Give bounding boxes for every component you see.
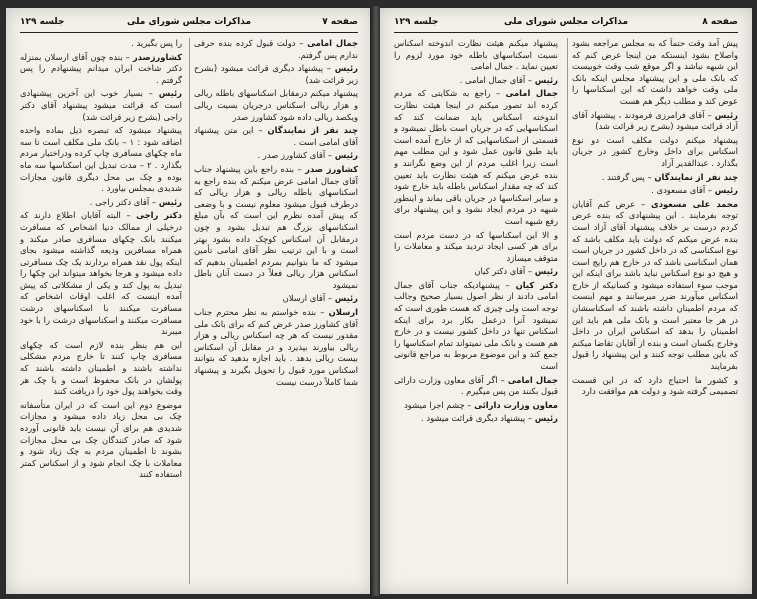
transcript-paragraph: [394, 400, 558, 412]
transcript-paragraph: [572, 110, 738, 133]
transcript-paragraph: [20, 340, 182, 398]
speaker-name: رئیس: [714, 109, 738, 120]
transcript-paragraph: [572, 135, 738, 170]
transcript-paragraph: [572, 172, 738, 184]
left-page-title: مذاکرات مجلس شورای ملی: [126, 17, 252, 27]
speech-text: – این متن پیشنهاد آقای امامی است .: [194, 125, 358, 147]
right-page-title: مذاکرات مجلس شورای ملی: [503, 17, 629, 27]
transcript-paragraph: [20, 52, 182, 87]
transcript-paragraph: [194, 88, 358, 123]
speech-text: این هم بنظر بنده لازم است که چکهای مسافری چاپ کنند تا خارج مردم مشکلی نداشته باشند و اطمینان داشته باشند که پولشان در بانک محفوظ است و با چک هر وقت بخواهند پول خود را دریافت کنند: [20, 339, 182, 397]
speech-text: – آقای فرامرزی فرمودند ، پیشنهاد آقای آزاد قرائت میشود (بشرح زیر قرائت شد): [572, 109, 738, 132]
transcript-paragraph: [194, 307, 358, 388]
speech-text: – آقای دکتر راجی .: [89, 196, 157, 207]
speech-text: – آقای دکتر کیان: [474, 266, 533, 277]
speaker-name: معاون وزارت دارائی: [474, 399, 558, 410]
speaker-name: دکتر راجی: [136, 210, 182, 221]
speaker-name: رئیس: [334, 293, 358, 304]
right-page-session: جلسه ۱۲۹: [394, 17, 439, 27]
transcript-paragraph: [20, 125, 182, 195]
speech-text: – بنده راجع باین پیشنهاد جناب آقای جمال امامی عرض میکنم که بنده راجع به اسکناسهای باطله ریالی و هزار ریالی که درطرف قبول میشود معلوم نیست و با وضعی که پیش آمده نظرم این است که بآن مبلغ اسکناسهای بزرگ هم تبدیل بشود و چون درمقابل آن اسکناس کوچک داده بشود بهتر است و با این ترتیب نظر آقای امامی تأمین میشود که ما بتوانیم بمردم اطمینان بدهیم که اسکناس هزار ریالی فعلاً در دست آنان باطل نمیشود: [194, 163, 358, 290]
right-page-number: صفحه ۸: [702, 17, 738, 27]
left-page: [6, 8, 372, 594]
transcript-paragraph: [394, 38, 558, 73]
speech-text: – پیشنهادیکه جناب آقای جمال امامی دادند از نظر اصول بسیار صحیح وجالب توجه است ولی چیزی که هست طوری است که نمیشود آنرا درعمل بکار برد برای اینکه اسکناس تنها در داخل کشور نیست و در خارج هم هست و بانک ملی نمیتواند تمام اسکناسها را جمع کند و این موضوع مربوط به مراجع قانونی است: [394, 279, 558, 372]
speech-text: و الا این اسکناسها که در دست مردم است برای هر کسی ایجاد تردید میکند و معاملات را متوقف میسازد: [394, 229, 558, 263]
speech-text: – پیشنهاد دیگری قرائت میشود (بشرح زیر قرائت شد): [194, 63, 358, 85]
speech-text: – پیشنهاد دیگری قرائت میشود .: [421, 413, 533, 424]
speaker-name: رئیس: [714, 185, 738, 196]
speech-text: – آقای ارسلان: [282, 293, 333, 304]
transcript-paragraph: [572, 185, 738, 197]
transcript-paragraph: [20, 38, 182, 50]
speech-text: – آقای کشاورز صدر .: [257, 150, 333, 161]
speech-text: – بنده چون آقای ارسلان بمنزله دکتر شاخت ایران میدانم پیشنهادم را پس گرفتم .: [20, 51, 182, 85]
transcript-paragraph: [194, 293, 358, 305]
speaker-name: جمال امامی: [307, 38, 358, 48]
speaker-name: چند نفر از نمایندگان: [267, 125, 358, 136]
speaker-name: چند نفر از نمایندگان: [654, 171, 738, 182]
speech-text: پیشنهاد میکنم درمقابل اسکناسهای باطله ریالی و هزار ریالی اسکناس درجریان بسیت ریالی ویکصد ریالی داده شود کشاورز صدر: [194, 88, 358, 122]
speech-text: پیشنهاد میکنم دولت مکلف است دو نوع اسکناس برای داخل وخارج کشور در جریان بگذارد . عبدالقدیر آزاد: [572, 134, 738, 168]
speech-text: – آقای مسعودی .: [651, 185, 713, 196]
speaker-name: کشاورزصدر: [132, 51, 182, 62]
left-page-number: صفحه ۷: [322, 17, 358, 27]
speaker-name: جمال امامی: [505, 88, 558, 99]
transcript-paragraph: [394, 88, 558, 227]
speech-text: پیشنهاد میکنم هیئت نظارت اندوخته اسکناس نسبت اسکناسهای باطله خود مورد لزوم را تعیین نماید . جمال امامی: [394, 38, 558, 72]
speech-text: پیش آمد وقت حتماً که به مجلس مراجعه بشود واصلاح بشود اینستکه من اینجا عرض کنم که این شبهه نباشد و اگر موقع شب وقت خوبیست که بانک ملی و این پیشنهاد مجلس اینکه بانک ملی وقت خواهد داشت که این اسکناسها را عوض کند و مطلب دیگر هم هست: [572, 38, 738, 106]
speech-text: – راجع به شکایتی که مردم کرده اند تصور میکنم در اینجا هیئت نظارت اندوخته اسکناس باید ضمانت کند که اسکناسهایی که در جریان است باطل نمیشود و قسمتی از اسکناسهایی که از خارج آمده است باید طبق قانون عمل شود و این مطلب مهم است زیرا اغلب مردم از این وضع نگرانند و بنده عرض میکنم که هیئت نظارت باید تعیین کند که چه مقدار اسکناس باطله باید خارج شود و سایر اسکناسها در جریان باقی بماند و اینطور شبهه در مردم ایجاد نشود و این پیشنهاد برای رفع شبهه است: [394, 88, 558, 226]
right-page-header: [394, 16, 738, 33]
speech-text: – دولت قبول کرده بنده حرفی ندارم پس گرفتم.: [194, 38, 358, 60]
transcript-paragraph: [20, 88, 182, 123]
speaker-name: رئیس: [534, 266, 558, 277]
speech-text: – البته آقایان اطلاع دارند که درخیلی از ممالک دنیا اشخاص که مسافرت میکنند بانک چکهای مسافری صادر میکند و همراه مسافرین ودیعه گذاشته میشود بجای اینکه پول نقد همراه بردارند یک چک مسافرتی داده میشود و هرجا بخواهد میتواند این چکها را تبدیل به پول کند و یکی از مشکلاتی که پیش آمده اینست که اغلب اوقات اشخاص که مسافرت میکنند با اسکناسهای درشت مسافرت میکنند و اسکناسهای درشت را با خود میبرند: [20, 210, 182, 337]
transcript-paragraph: [194, 150, 358, 162]
transcript-paragraph: [20, 197, 182, 209]
speech-text: – پس گرفتند .: [601, 171, 652, 182]
transcript-paragraph: [194, 125, 358, 148]
speech-text: – بنده خواستم به نظر محترم جناب آقای کشاورز صدر عرض کنم که برای بانک ملی مقدور نیست که هر چه اسکناس ریالی و هزار ریالی بیاورند بپذیرد و در مقابل آن اسکناس بیست ریالی بدهد . باید اجازه بدهید که بتوانند اسکناس مورد قبول را تحویل بگیرند و پیشنهاد شما کاملاً درست نیست: [194, 307, 358, 387]
transcript-paragraph: [20, 210, 182, 338]
transcript-paragraph: [394, 375, 558, 398]
speech-text: – بسیار خوب این آخرین پیشنهادی است که قرائت میشود پیشنهاد آقای دکتر راجی (بشرح زیر قرائت شد): [20, 88, 182, 122]
transcript-paragraph: [572, 199, 738, 373]
transcript-paragraph: [572, 375, 738, 398]
right-page-column-left: [394, 38, 558, 586]
speech-text: – چشم اجرا میشود: [404, 399, 472, 410]
transcript-paragraph: [394, 266, 558, 278]
speech-text: را پس بگیرید .: [131, 38, 182, 48]
transcript-paragraph: [394, 230, 558, 265]
speaker-name: رئیس: [534, 74, 558, 85]
right-page: [380, 8, 752, 594]
speech-text: – اگر آقای معاون وزارت دارائی قبول بکنند من پس میگیرم .: [394, 374, 558, 397]
speaker-name: محمد علی مسعودی: [651, 198, 738, 209]
left-page-column-right: [194, 38, 358, 586]
speaker-name: رئیس: [334, 150, 358, 161]
speaker-name: رئیس: [158, 88, 182, 99]
speech-text: – عرض کنم آقایان توجه بفرمایند . این پیشنهادی که بنده عرض کردم درست بر خلاف پیشنهاد آقای آزاد است بنده عرض میکنم که دولت باید مکلف باشد که نوع اسکناسی که در داخل کشور در جریان است همان اسکناسی باشد که در خارج هم رایج است و هیچ دو نوع اسکناس نباید باشد برای اینکه این موجب سوء استفاده میشود و کسانیکه از خارج اسکناس میآورند ضرر میرسانند و مهم اینست که مردم اطمینان داشته باشند که اسکناسشان در هر جا معتبر است و بانک ملی هم باید این اطمینان را بدهد که اسکناس ایران در داخل وخارج یکسان است و بنده از آقایان تقاضا میکنم که باین مطلب توجه کنند و این پیشنهاد را قبول بفرمایند: [572, 198, 738, 372]
transcript-paragraph: [194, 63, 358, 86]
speech-text: – آقای جمال امامی .: [459, 74, 533, 85]
speaker-name: ارسلان: [328, 307, 358, 318]
transcript-paragraph: [394, 75, 558, 87]
left-page-session: جلسه ۱۲۹: [20, 17, 65, 27]
transcript-paragraph: [194, 164, 358, 292]
right-column-divider: [567, 38, 568, 584]
speaker-name: رئیس: [534, 413, 558, 424]
speaker-name: کشاورز صدر: [305, 163, 358, 174]
right-page-column-right: [572, 38, 738, 586]
left-page-column-left: [20, 38, 182, 586]
speaker-name: رئیس: [334, 63, 358, 74]
transcript-paragraph: [394, 280, 558, 373]
transcript-paragraph: [20, 400, 182, 481]
speech-text: موضوع دوم این است که در ایران متأسفانه چک بی محل زیاد داده میشود و مجازات شدیدی هم برای آن نیست باید قانونی آورده شود که صادر کنندگان چک بی محل مجازات بشوند تا اطمینان مردم به چک زیاد شود و معاملات با چک انجام شود و از اسکناس کمتر استفاده کنند: [20, 399, 182, 480]
transcript-paragraph: [394, 413, 558, 425]
left-page-header: [20, 16, 358, 33]
transcript-paragraph: [194, 38, 358, 61]
transcript-paragraph: [572, 38, 738, 108]
speaker-name: دکتر کیان: [515, 279, 558, 290]
speech-text: و کشور ما احتیاج دارد که در این قسمت تصمیمی گرفته شود و دولت هم موافقت دارد: [572, 374, 738, 397]
speech-text: پیشنهاد میشود که تبصره ذیل بماده واحده اضافه شود : ۱ – بانک ملی مکلف است تا سه ماه چکهای مسافری چاپ کرده ودراختیار مردم بگذارد . ۲ – مدت تبدیل این اسکناسها سه ماه بوده و چک بی محل دیگری قانون مجازات شدیدی بمجلس بیاورد .: [20, 125, 182, 194]
speaker-name: جمال امامی: [507, 374, 558, 385]
left-column-divider: [189, 38, 190, 584]
speaker-name: رئیس: [158, 196, 182, 207]
